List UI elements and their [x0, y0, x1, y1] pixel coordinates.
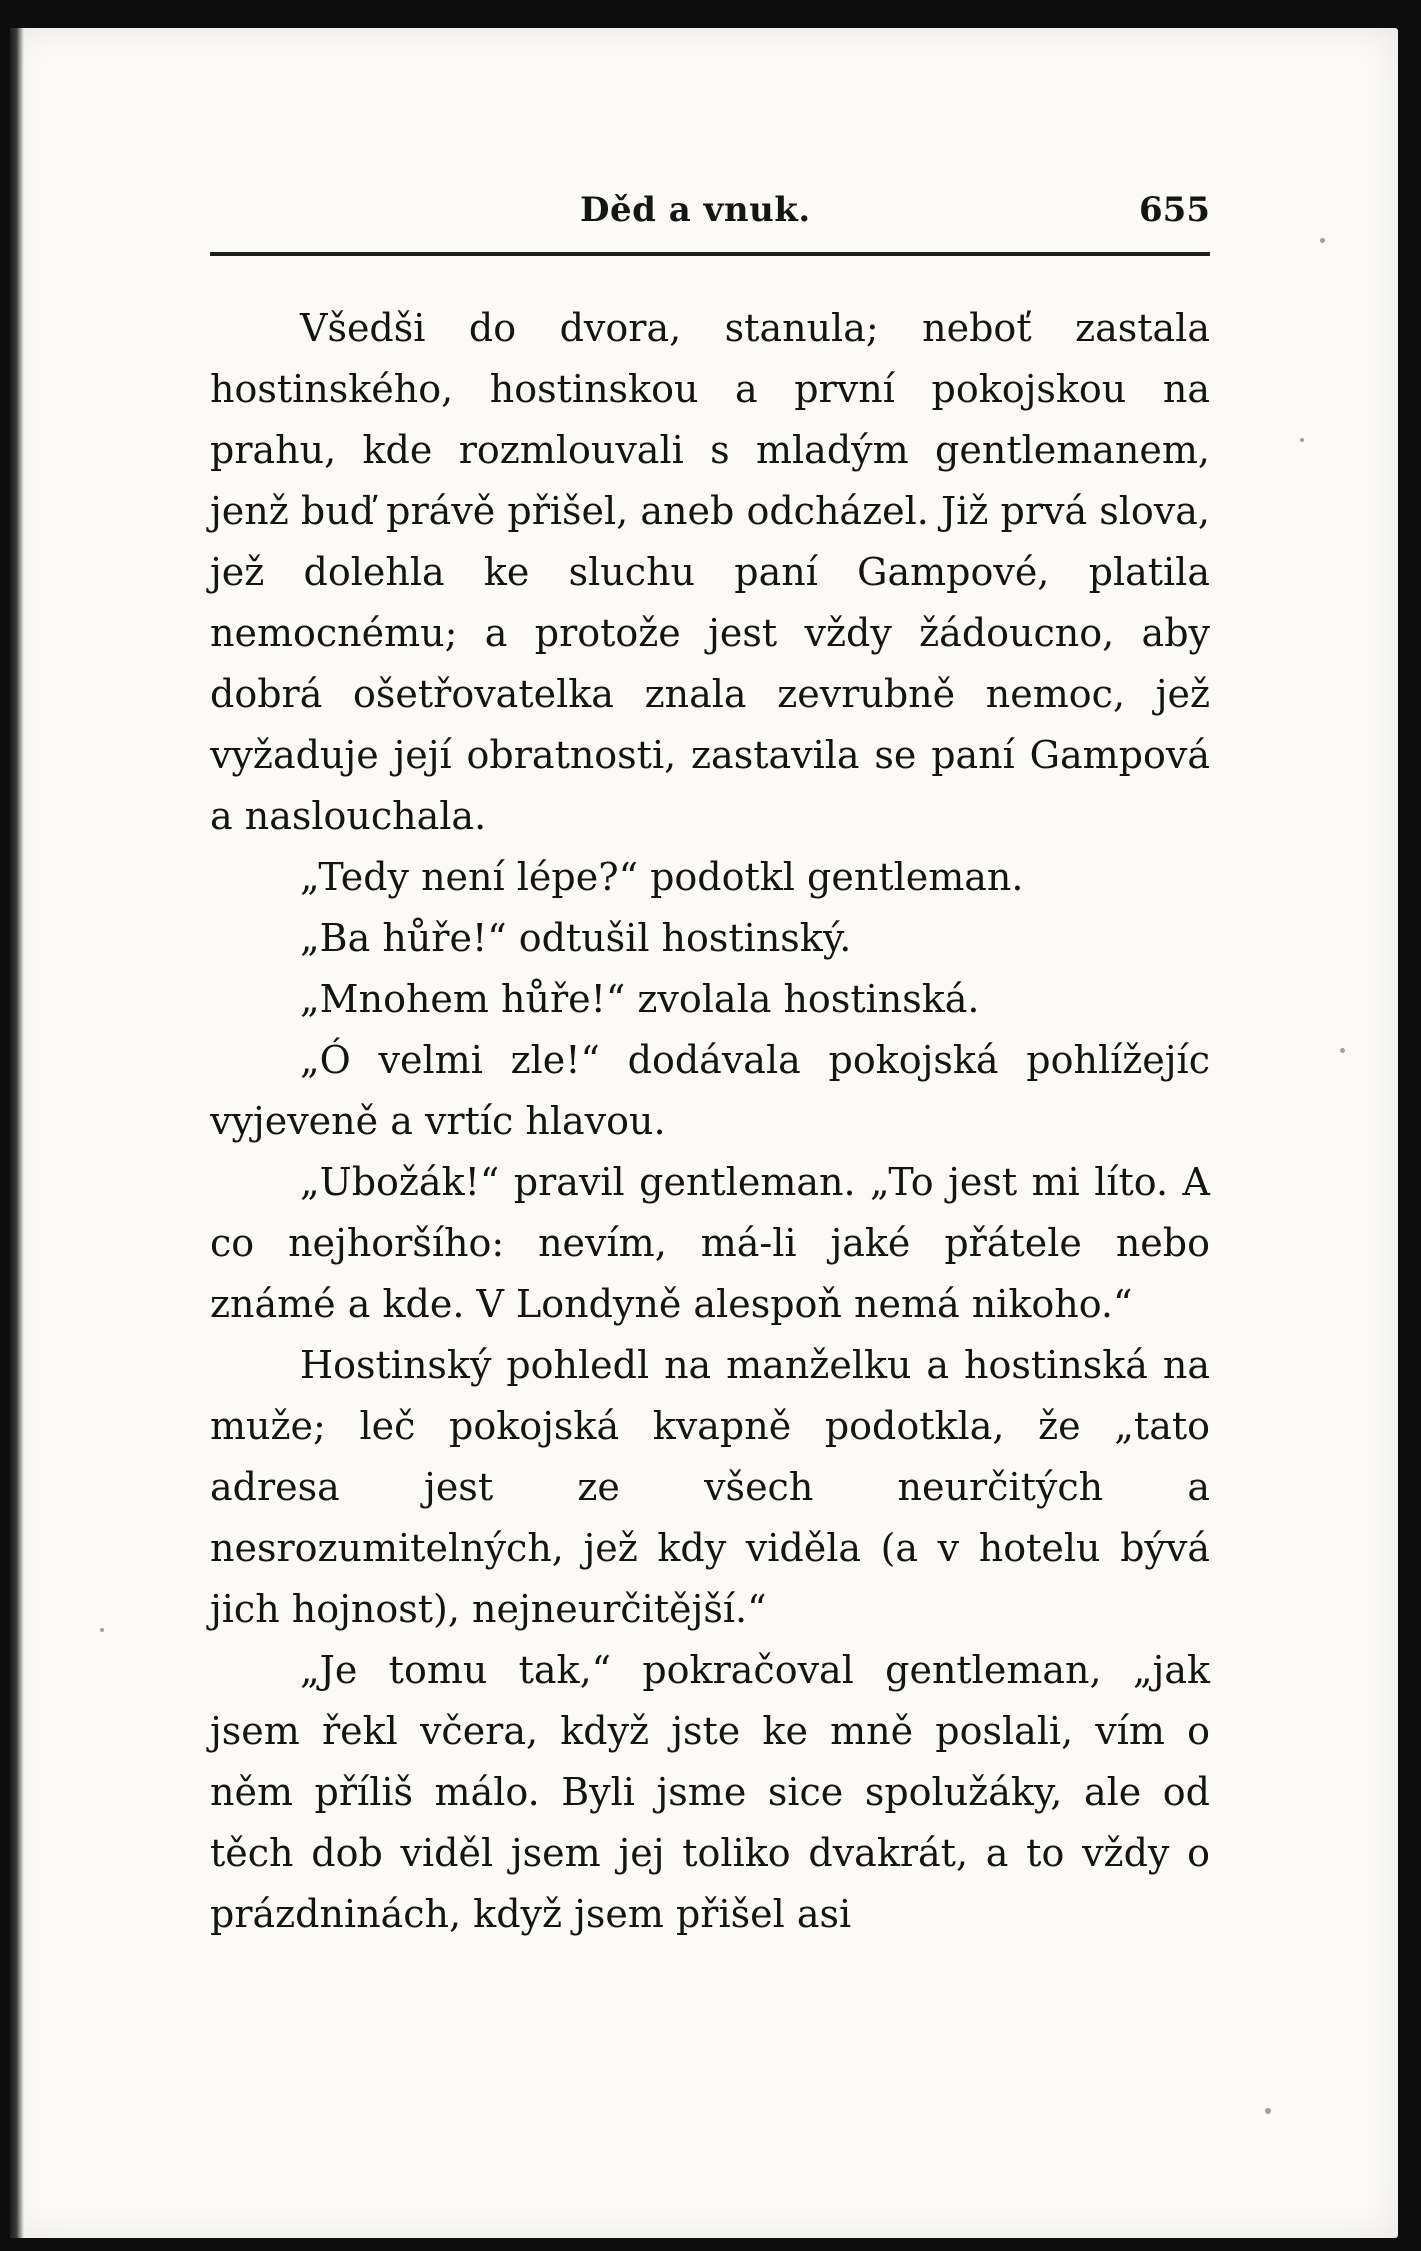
paragraph-8: „Je tomu tak,“ pokračoval gentleman, „jak jsem řekl včera, když jste ke mně poslali, vím o něm příliš málo. Byli jsme sice spolužáky, ale od těch dob viděl jsem jej toliko dvakrát, a to vždy o prázdninách, když jsem přišel asi	[210, 1648, 1210, 1936]
body-text	[210, 298, 1210, 1945]
scan-speck	[100, 1628, 104, 1632]
page-number: 655	[1139, 190, 1210, 230]
paragraph-2: „Tedy není lépe?“ podotkl gentleman.	[300, 855, 1024, 899]
page-binding-edge	[10, 28, 24, 2238]
running-title: Děd a vnuk.	[580, 190, 811, 230]
scan-speck	[1265, 2108, 1271, 2114]
paragraph-6: „Ubožák!“ pravil gentleman. „To jest mi líto. A co nejhoršího: nevím, má-li jaké přátele nebo známé a kde. V Londyně alespoň nemá nikoho.“	[210, 1160, 1210, 1326]
header-rule	[210, 252, 1210, 256]
scan-speck	[1320, 238, 1325, 243]
scan-speck	[1340, 1048, 1345, 1053]
paragraph-5: „Ó velmi zle!“ dodávala pokojská pohlížejíc vyjeveně a vrtíc hlavou.	[210, 1038, 1210, 1143]
book-page	[10, 28, 1398, 2238]
paragraph-3: „Ba hůře!“ odtušil hostinský.	[300, 916, 852, 960]
page-header	[210, 178, 1210, 238]
scan-speck	[1300, 438, 1304, 442]
paragraph-7: Hostinský pohledl na manželku a hostinská na muže; leč pokojská kvapně podotkla, že „tato adresa jest ze všech neurčitých a nesrozumitelných, jež kdy viděla (a v hotelu bývá jich hojnost), nejneurčitější.“	[210, 1343, 1210, 1631]
paragraph-1: Všedši do dvora, stanula; neboť zastala hostinského, hostinskou a první pokojskou na prahu, kde rozmlouvali s mladým gentlemanem, jenž buď právě přišel, aneb odcházel. Již prvá slova, jež dolehla ke sluchu paní Gampové, platila nemocnému; a protože jest vždy žádoucno, aby dobrá ošetřovatelka znala zevrubně nemoc, jež vyžaduje její obratnosti, zastavila se paní Gampová a naslouchala.	[210, 306, 1210, 838]
paragraph-4: „Mnohem hůře!“ zvolala hostinská.	[300, 977, 980, 1021]
